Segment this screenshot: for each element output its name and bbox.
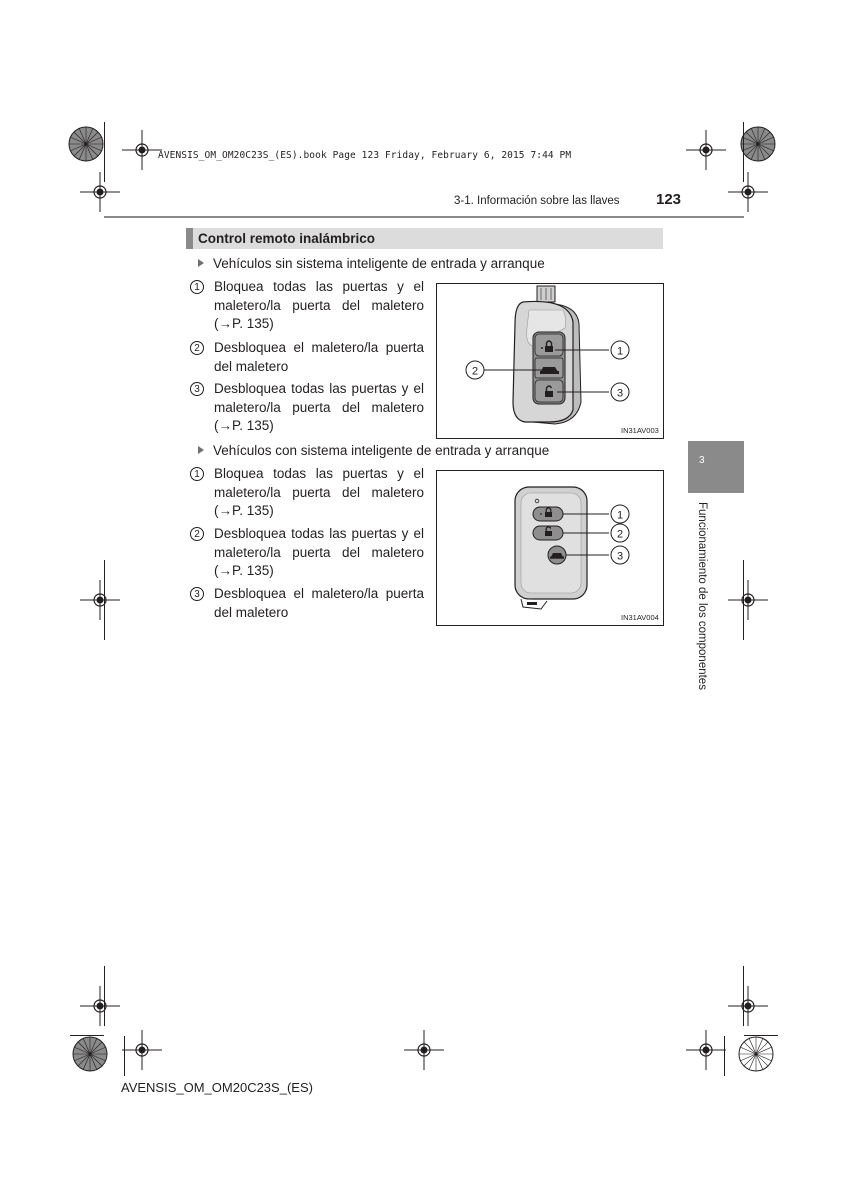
crosshair-target-icon bbox=[728, 580, 768, 620]
crosshair-target-icon bbox=[686, 130, 726, 170]
list-item bbox=[190, 339, 424, 376]
chapter-tab bbox=[688, 441, 744, 493]
item-text: Desbloquea todas las puertas y el maletero/la puerta del maletero (→P. 135) bbox=[214, 381, 424, 434]
list-item bbox=[190, 465, 424, 521]
crop-line bbox=[743, 966, 744, 1026]
heading-accent-bar bbox=[186, 228, 193, 249]
bullet-triangle-icon bbox=[198, 259, 204, 267]
crosshair-target-icon bbox=[80, 580, 120, 620]
crop-line bbox=[744, 1035, 778, 1036]
crop-line bbox=[743, 122, 744, 182]
bullet-vehicle-type bbox=[198, 256, 545, 271]
crop-line bbox=[724, 1036, 725, 1076]
crosshair-target-icon bbox=[728, 172, 768, 212]
flip-key-illustration bbox=[437, 284, 663, 438]
color-rosette-icon bbox=[738, 1036, 774, 1072]
print-slug: AVENSIS_OM_OM20C23S_(ES).book Page 123 Friday, February 6, 2015 7:44 PM bbox=[158, 150, 572, 161]
crop-line bbox=[104, 122, 105, 182]
callout-2: 2 bbox=[616, 528, 624, 541]
chapter-tab-number: 3 bbox=[699, 455, 705, 466]
section-heading bbox=[186, 228, 663, 249]
crosshair-target-icon bbox=[80, 986, 120, 1026]
footer-doc-id: AVENSIS_OM_OM20C23S_(ES) bbox=[121, 1080, 313, 1095]
callout-2: 2 bbox=[471, 365, 479, 378]
figure-code: IN31AV003 bbox=[621, 426, 659, 435]
crop-line bbox=[104, 966, 105, 1026]
crosshair-target-icon bbox=[728, 986, 768, 1026]
header-rule bbox=[104, 216, 744, 218]
bullet-triangle-icon bbox=[198, 446, 204, 454]
list-item bbox=[190, 278, 424, 334]
running-header-section: 3-1. Información sobre las llaves bbox=[454, 195, 620, 207]
bullet-text: Vehículos sin sistema inteligente de entrada y arranque bbox=[213, 256, 545, 271]
callout-1: 1 bbox=[616, 509, 624, 522]
item-text: Bloquea todas las puertas y el maletero/la puerta del maletero (→P. 135) bbox=[214, 279, 424, 332]
bullet-text: Vehículos con sistema inteligente de entrada y arranque bbox=[213, 443, 550, 458]
item-text: Bloquea todas las puertas y el maletero/la puerta del maletero (→P. 135) bbox=[214, 466, 424, 519]
callout-3: 3 bbox=[616, 387, 624, 400]
chapter-tab-label: Funcionamiento de los componentes bbox=[696, 502, 708, 690]
item-number: 2 bbox=[190, 527, 204, 541]
crop-line bbox=[104, 560, 105, 640]
list-item bbox=[190, 380, 424, 436]
item-text: Desbloquea el maletero/la puerta del maletero bbox=[214, 340, 424, 374]
list-item bbox=[190, 585, 424, 622]
color-rosette-icon bbox=[68, 126, 104, 162]
item-number: 1 bbox=[190, 280, 204, 294]
crop-line bbox=[743, 560, 744, 640]
figure-code: IN31AV004 bbox=[621, 613, 659, 622]
crosshair-target-icon bbox=[122, 130, 162, 170]
color-rosette-icon bbox=[72, 1036, 108, 1072]
item-number: 2 bbox=[190, 341, 204, 355]
crosshair-target-icon bbox=[122, 1030, 162, 1070]
crop-line bbox=[70, 1035, 104, 1036]
crosshair-target-icon bbox=[404, 1030, 444, 1070]
callout-1: 1 bbox=[616, 345, 624, 358]
crosshair-target-icon bbox=[80, 172, 120, 212]
callout-3: 3 bbox=[616, 550, 624, 563]
item-number: 3 bbox=[190, 587, 204, 601]
smart-key-illustration bbox=[437, 471, 663, 625]
figure-smart-key bbox=[436, 470, 664, 626]
item-number: 3 bbox=[190, 382, 204, 396]
color-rosette-icon bbox=[740, 126, 776, 162]
item-text: Desbloquea el maletero/la puerta del maletero bbox=[214, 586, 424, 620]
item-number: 1 bbox=[190, 467, 204, 481]
page-number: 123 bbox=[656, 191, 682, 208]
crop-line bbox=[124, 1036, 125, 1076]
figure-flip-key bbox=[436, 283, 664, 439]
crosshair-target-icon bbox=[686, 1030, 726, 1070]
heading-text: Control remoto inalámbrico bbox=[198, 231, 376, 246]
item-text: Desbloquea todas las puertas y el maletero/la puerta del maletero (→P. 135) bbox=[214, 526, 424, 579]
list-item bbox=[190, 525, 424, 581]
bullet-vehicle-type bbox=[198, 443, 549, 458]
